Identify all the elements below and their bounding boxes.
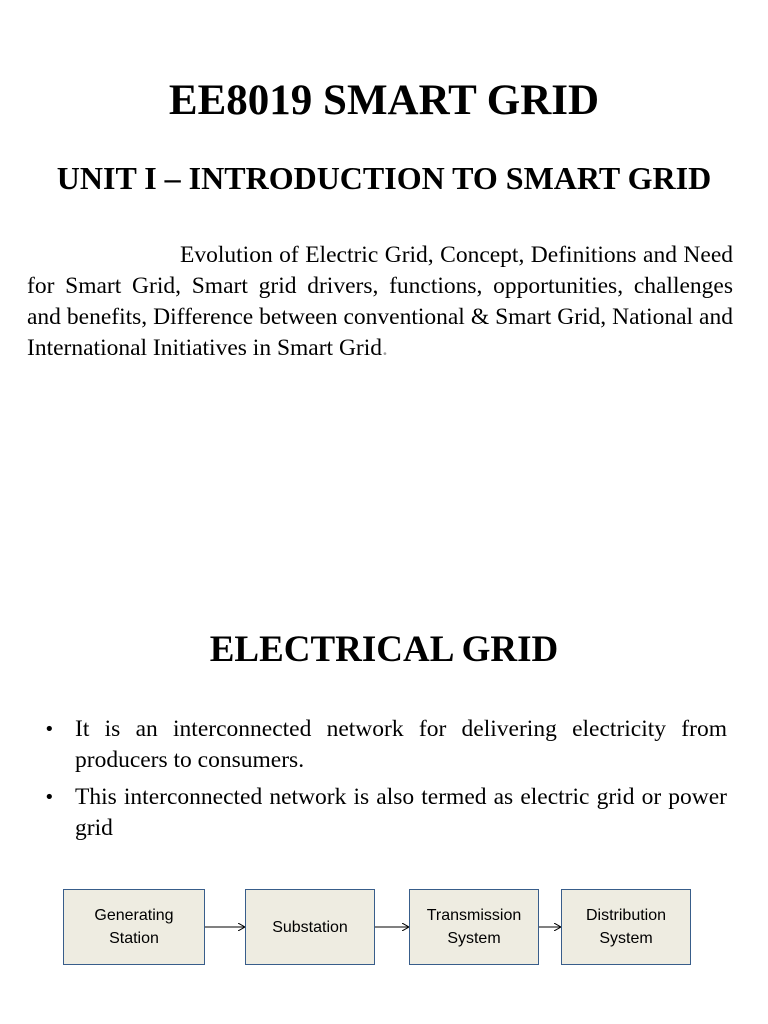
bullet-text: This interconnected network is also termed as electric grid or power grid xyxy=(75,784,727,841)
bullet-text: It is an interconnected network for delivering electricity from producers to consumers. xyxy=(75,716,727,773)
slide-2 xyxy=(0,512,768,1024)
section-title: ELECTRICAL GRID xyxy=(209,629,559,670)
syllabus-paragraph xyxy=(27,240,733,364)
flow-box-substation: Substation xyxy=(245,889,375,965)
flow-box-distribution-system: Distribution System xyxy=(561,889,691,965)
bullet-item xyxy=(44,782,727,844)
syllabus-text: Evolution of Electric Grid, Concept, Definitions and Need for Smart Grid, Smart grid drivers, functions, opportunities, challenges and benefits, Difference between conventional & Smart Grid, National and International Initiatives in Smart Grid xyxy=(27,242,733,361)
bullet-list xyxy=(44,714,727,850)
syllabus-end-dot: . xyxy=(382,335,388,361)
flow-box-transmission-system: Transmission System xyxy=(409,889,539,965)
bullet-dot-icon: • xyxy=(44,787,55,808)
bullet-dot-icon: • xyxy=(44,719,55,740)
flow-box-generating-station: Generating Station xyxy=(63,889,205,965)
bullet-item xyxy=(44,714,727,776)
unit-title: UNIT I – INTRODUCTION TO SMART GRID xyxy=(56,160,712,196)
course-title: EE8019 SMART GRID xyxy=(168,77,600,124)
